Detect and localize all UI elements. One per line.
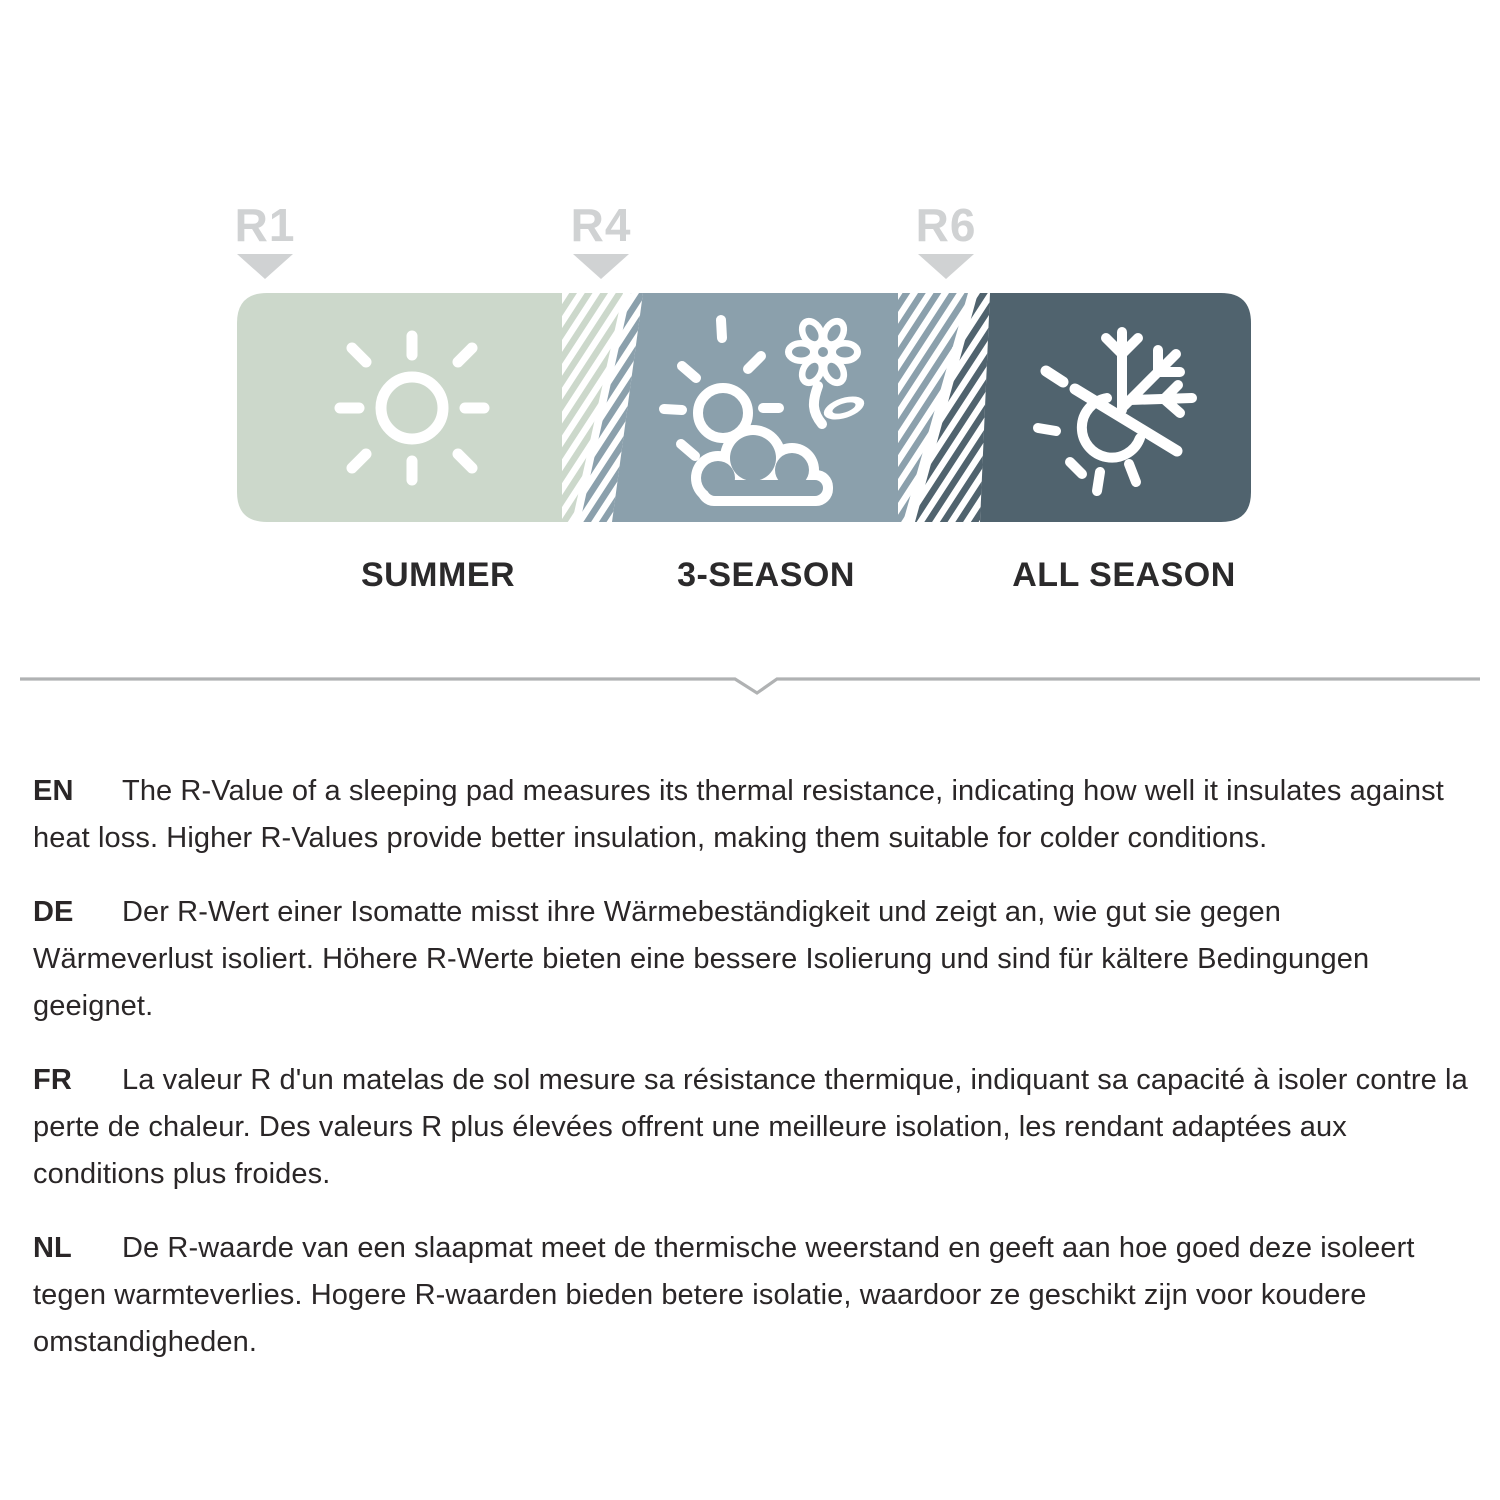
paragraph-fr-text: La valeur R d'un matelas de sol mesure sa résistance thermique, indiquant sa capacité à isoler contre la perte de chaleur. Des valeurs R plus élevées offrent une meilleure isolation, les rendant adaptées aux conditions plus froides. — [33, 1064, 1468, 1190]
paragraph-de-text: Der R-Wert einer Isomatte misst ihre Wärmebeständigkeit und zeigt an, wie gut sie gegen Wärmeverlust isoliert. Höhere R-Werte bieten eine bessere Isolierung und sind für kältere Bedingungen geeignet. — [33, 896, 1370, 1022]
lang-code-de: DE — [33, 896, 74, 928]
marker-r6-label: R6 — [915, 199, 977, 251]
paragraph-nl-text: De R-waarde van een slaapmat meet de thermische weerstand en geeft aan hoe goed deze isoleert tegen warmteverlies. Hogere R-waarden bieden betere isolatie, waardoor ze geschikt zijn voor koudere omstandigheden. — [33, 1232, 1415, 1358]
descriptions — [33, 768, 1469, 1393]
lang-code-en: EN — [33, 775, 74, 807]
section-divider — [0, 640, 1500, 700]
paragraph-de — [33, 889, 1469, 1030]
lang-code-fr: FR — [33, 1064, 72, 1096]
all-season-label: ALL SEASON — [1012, 556, 1236, 594]
lang-code-nl: NL — [33, 1232, 72, 1264]
marker-r4-label: R4 — [570, 199, 632, 251]
paragraph-en — [33, 768, 1469, 862]
three-season-label: 3-SEASON — [677, 556, 855, 594]
season-scale-bar — [0, 0, 1500, 640]
summer-label: SUMMER — [360, 556, 516, 594]
paragraph-fr — [33, 1057, 1469, 1198]
paragraph-nl — [33, 1225, 1469, 1366]
marker-r1-label: R1 — [234, 199, 296, 251]
summer-segment — [237, 293, 562, 522]
paragraph-en-text: The R-Value of a sleeping pad measures its thermal resistance, indicating how well it insulates against heat loss. Higher R-Values provide better insulation, making them suitable for colder conditions. — [33, 775, 1444, 854]
